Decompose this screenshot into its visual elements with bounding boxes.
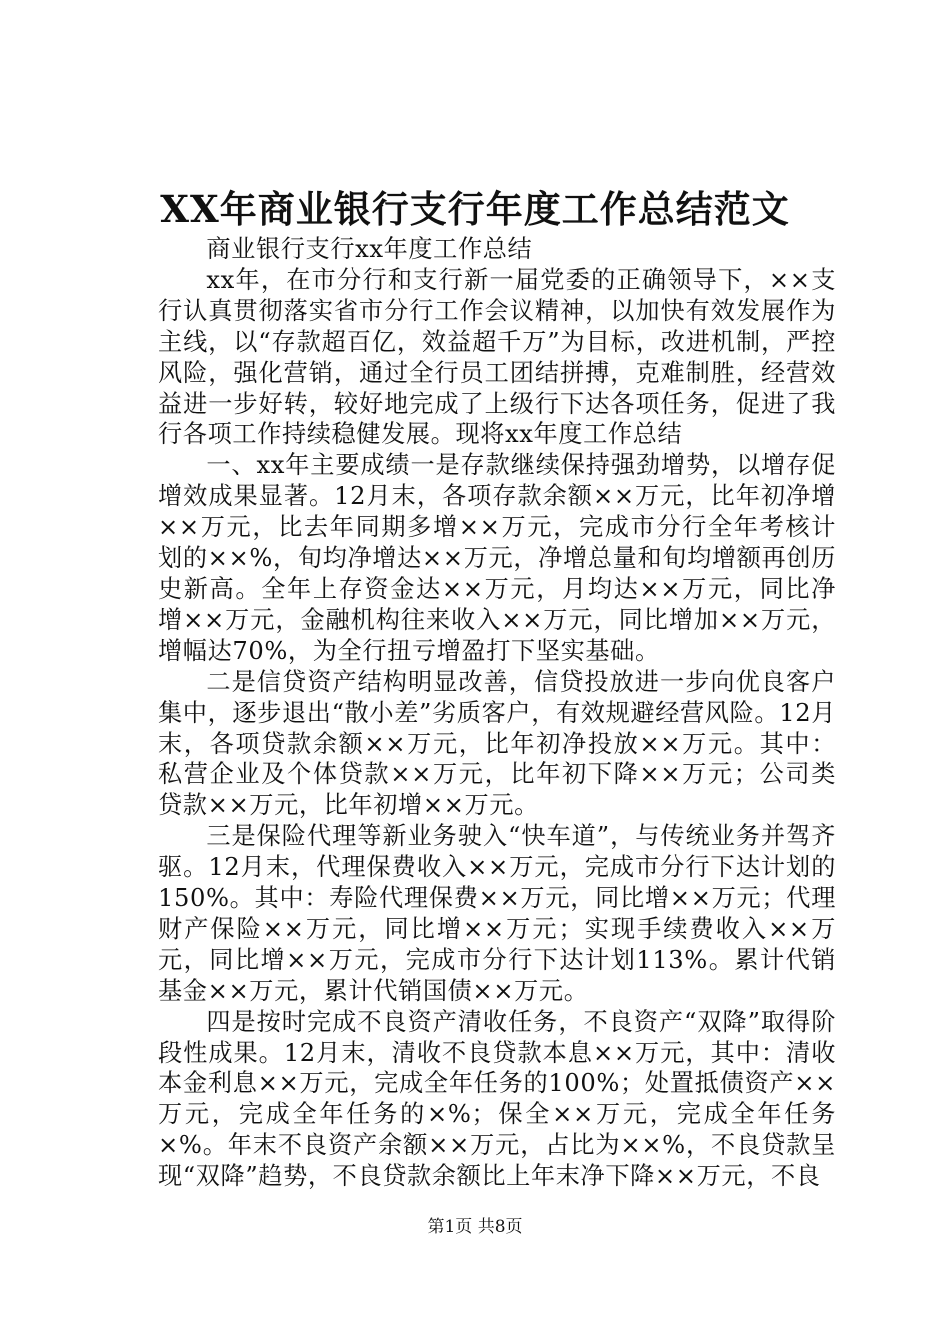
paragraph-deposits: 一、xx年主要成绩一是存款继续保持强劲增势，以增存促增效成果显著。12月末，各项存款余额××万元，比年初净增××万元，比去年同期多增××万元，完成市分行全年考核计划的××%，旬均净增达××万元，净增总量和旬均增额再创历史新高。全年上存资金达××万元，月均达××万元，同比净增××万元，金融机构往来收入××万元，同比增加××万元，增幅达70%，为全行扭亏增盈打下坚实基础。 (158, 451, 836, 665)
paragraph-intro: xx年，在市分行和支行新一届党委的正确领导下，××支行认真贯彻落实省市分行工作会议精神，以加快有效发展作为主线，以“存款超百亿，效益超千万”为目标，改进机制，严控风险，强化营销，通过全行员工团结拼搏，克难制胜，经营效益进一步好转，较好地完成了上级行下达各项任务，促进了我行各项工作持续稳健发展。现将xx年度工作总结 (158, 265, 836, 449)
document-title: XX年商业银行支行年度工作总结范文 (160, 187, 790, 231)
paragraph-insurance: 三是保险代理等新业务驶入“快车道”，与传统业务并驾齐驱。12月末，代理保费收入××万元，完成市分行下达计划的150%。其中：寿险代理保费××万元，同比增××万元；代理财产保险××万元，同比增××万元；实现手续费收入××万元，同比增××万元，完成市分行下达计划113%。累计代销基金××万元，累计代销国债××万元。 (158, 822, 836, 1005)
paragraph-credit: 二是信贷资产结构明显改善，信贷投放进一步向优良客户集中，逐步退出“散小差”劣质客户，有效规避经营风险。12月末，各项贷款余额××万元，比年初净投放××万元。其中：私营企业及个体贷款××万元，比年初下降××万元；公司类贷款××万元，比年初增××万元。 (158, 667, 836, 820)
paragraph-subtitle: 商业银行支行xx年度工作总结 (206, 235, 533, 263)
document-body (158, 234, 836, 1192)
page-number-footer: 第1页 共8页 (427, 1217, 523, 1237)
paragraph-nonperforming: 四是按时完成不良资产清收任务，不良资产“双降”取得阶段性成果。12月末，清收不良贷款本息××万元，其中：清收本金利息××万元，完成全年任务的100%；处置抵债资产××万元，完成全年任务的×%；保全××万元，完成全年任务×%。年末不良资产余额××万元，占比为××%，不良贷款呈现“双降”趋势，不良贷款余额比上年末净下降××万元，不良 (158, 1007, 836, 1191)
